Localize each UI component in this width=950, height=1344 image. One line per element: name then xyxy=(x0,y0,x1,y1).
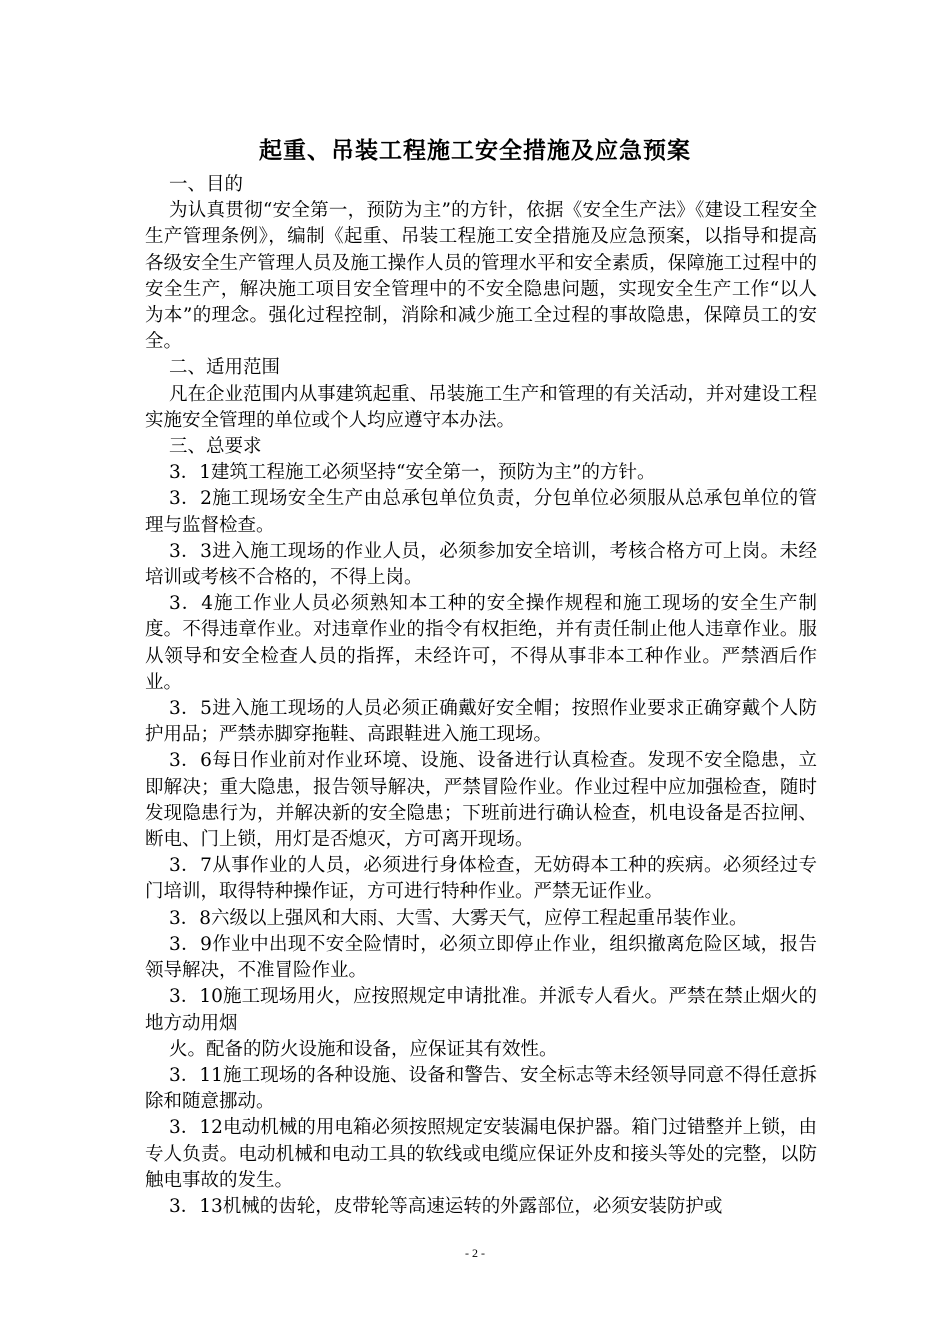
document-body xyxy=(145,172,817,1220)
clause-3-11: 3．11施工现场的各种设施、设备和警告、安全标志等未经领导同意不得任意拆除和随意挪动。 xyxy=(145,1064,817,1113)
paragraph-purpose: 为认真贯彻“安全第一，预防为主”的方针，依据《安全生产法》《建设工程安全生产管理条例》，编制《起重、吊装工程施工安全措施及应急预案，以指导和提高各级安全生产管理人员及施工操作人员的管理水平和安全素质，保障施工过程中的安全生产，解决施工项目安全管理中的不安全隐患问题，实现安全生产工作“以人为本”的理念。强化过程控制，消除和减少施工全过程的事故隐患，保障员工的安全。 xyxy=(145,200,817,353)
clause-3-5: 3．5进入施工现场的人员必须正确戴好安全帽；按照作业要求正确穿戴个人防护用品；严禁赤脚穿拖鞋、高跟鞋进入施工现场。 xyxy=(145,698,817,746)
clause-3-12: 3．12电动机械的用电箱必须按照规定安装漏电保护器。箱门过错整并上锁，由专人负责。电动机械和电动工具的软线或电缆应保证外皮和接头等处的完整，以防触电事故的发生。 xyxy=(145,1117,817,1191)
heading-purpose: 一、目的 xyxy=(169,174,244,195)
clause-3-10: 3．10施工现场用火，应按照规定申请批准。并派专人看火。严禁在禁止烟火的地方动用烟 xyxy=(145,986,817,1034)
clause-3-4: 3．4施工作业人员必须熟知本工种的安全操作规程和施工现场的安全生产制度。不得违章作业。对违章作业的指令有权拒绝，并有责任制止他人违章作业。服从领导和安全检查人员的指挥，未经许可，不得从事非本工种作业。严禁酒后作业。 xyxy=(145,593,817,693)
document-title: 起重、吊装工程施工安全措施及应急预案 xyxy=(259,137,691,164)
clause-3-3: 3．3进入施工现场的作业人员，必须参加安全培训，考核合格方可上岗。未经培训或考核不合格的，不得上岗。 xyxy=(145,540,817,589)
clause-3-7: 3．7从事作业的人员，必须进行身体检查，无妨碍本工种的疾病。必须经过专门培训，取得特种操作证，方可进行特种作业。严禁无证作业。 xyxy=(145,855,817,903)
clause-3-6: 3．6每日作业前对作业环境、设施、设备进行认真检查。发现不安全隐患，立即解决；重大隐患，报告领导解决，严禁冒险作业。作业过程中应加强检查，随时发现隐患行为，并解决新的安全隐患；下班前进行确认检查，机电设备是否拉闸、断电、门上锁，用灯是否熄灭，方可离开现场。 xyxy=(145,750,817,851)
page-number: - 2 - xyxy=(465,1246,485,1260)
paragraph-scope: 凡在企业范围内从事建筑起重、吊装施工生产和管理的有关活动，并对建设工程实施安全管理的单位或个人均应遵守本办法。 xyxy=(145,383,817,431)
clause-3-1: 3．1建筑工程施工必须坚持“安全第一，预防为主”的方针。 xyxy=(169,462,656,484)
heading-requirements: 三、总要求 xyxy=(169,436,262,458)
clause-3-10-continued: 火。配备的防火设施和设备，应保证其有效性。 xyxy=(169,1038,558,1060)
heading-scope: 二、适用范围 xyxy=(169,357,281,379)
clause-3-2: 3．2施工现场安全生产由总承包单位负责，分包单位必须服从总承包单位的管理与监督检查。 xyxy=(145,488,817,536)
clause-3-9: 3．9作业中出现不安全险情时，必须立即停止作业，组织撤离危险区域，报告领导解决，不准冒险作业。 xyxy=(145,933,817,982)
clause-3-8: 3．8六级以上强风和大雨、大雪、大雾天气，应停工程起重吊装作业。 xyxy=(169,907,748,929)
clause-3-13: 3．13机械的齿轮，皮带轮等高速运转的外露部位，必须安装防护或 xyxy=(169,1195,723,1217)
